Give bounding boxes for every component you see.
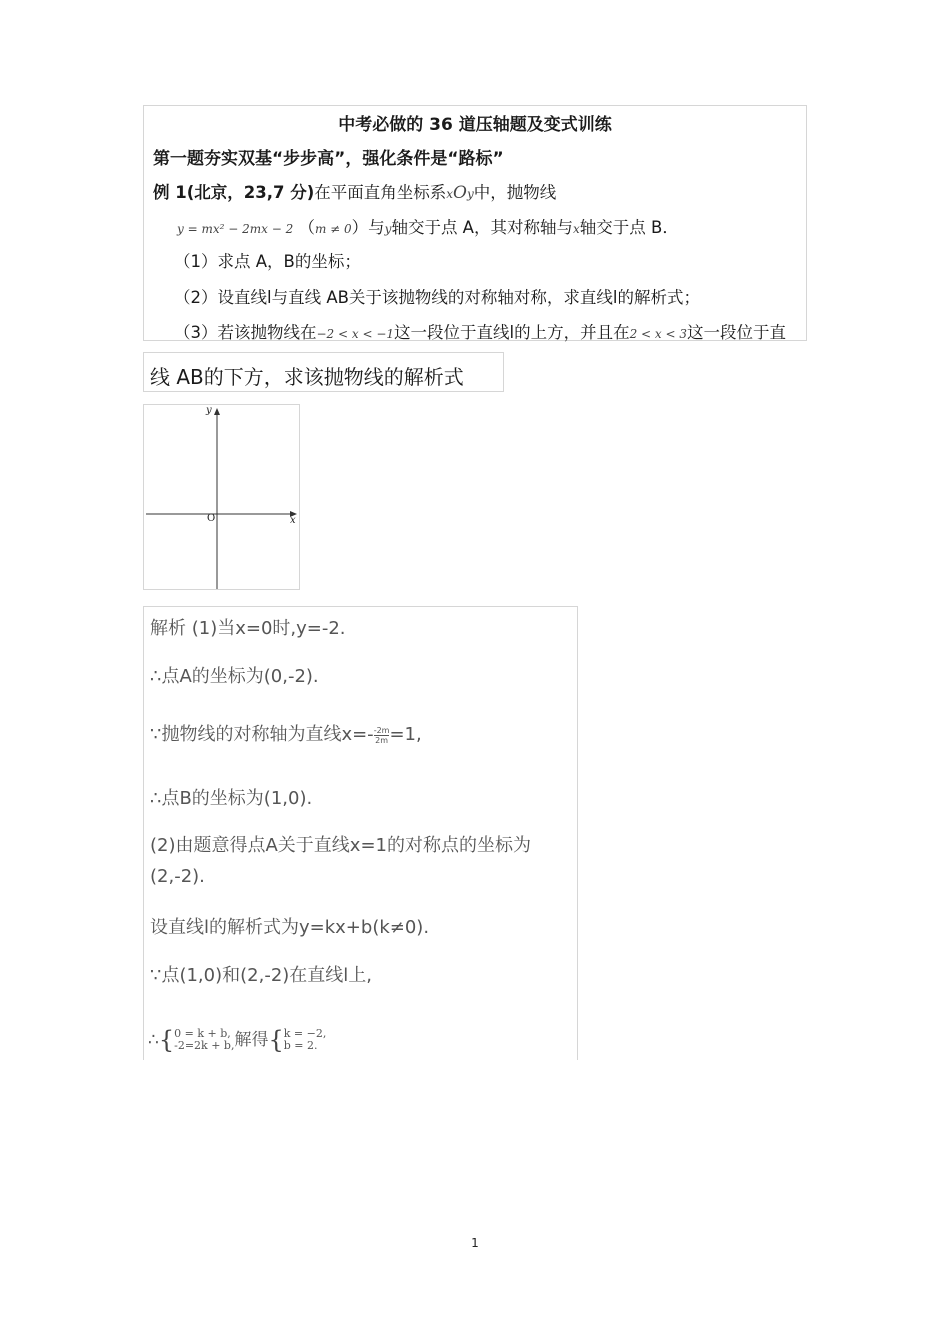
solve-text: 解得 (234, 1030, 269, 1050)
solution-line-8: ∵点(1,0)和(2,-2)在直线l上, (150, 965, 373, 986)
origin-label: O (207, 513, 216, 524)
coordinate-axes (144, 405, 299, 589)
q3-text-b: 这一段位于直线l的上方，并且在 (394, 323, 630, 342)
section-heading: 第一题夯实双基“步步高”，强化条件是“路标” (153, 149, 504, 169)
example-text-a: 在平面直角坐标系 (314, 183, 447, 202)
equation-system-2 (284, 1028, 327, 1052)
system2-row-2: b = 2. (283, 1039, 318, 1052)
system1-row-1: 0 = k + b, (174, 1027, 231, 1040)
equation-system-1 (174, 1028, 234, 1052)
system1-row-2: -2=2k + b, (174, 1039, 235, 1052)
question-3-continuation: 线 AB的下方，求该抛物线的解析式 (150, 365, 464, 389)
cond-open: （ (298, 218, 315, 237)
solution-line-3 (150, 720, 422, 746)
fraction-denominator: 2m (375, 735, 389, 745)
solution-line-1: 解析 (1)当x=0时,y=-2. (150, 618, 346, 639)
left-brace-1: { (158, 1026, 175, 1054)
example-text-b: 中，抛物线 (473, 183, 557, 202)
solution-line-2: ∴点A的坐标为(0,-2). (150, 666, 319, 687)
question-3 (174, 319, 786, 343)
example-statement (153, 179, 556, 203)
formula-text-end: 轴交于点 B． (579, 218, 679, 237)
axis-x-ref: x (572, 222, 580, 236)
q3-range-2: 2 < x < 3 (629, 327, 688, 341)
parabola-formula: y = mx² − 2mx − 2 (177, 222, 294, 236)
q3-range-1: −2 < x < −1 (316, 327, 395, 341)
sol3-text-b: =1, (389, 724, 422, 745)
left-brace-2: { (268, 1026, 284, 1054)
page-title: 中考必做的 36 道压轴题及变式训练 (338, 115, 612, 135)
solution-line-7: 设直线l的解析式为y=kx+b(k≠0). (150, 917, 430, 938)
solution-box (143, 606, 578, 1060)
fraction-numerator: -2m (373, 725, 390, 735)
question-1: （1）求点 A，B的坐标； (174, 252, 361, 271)
y-axis-label: y (206, 405, 212, 416)
y-axis-arrow (214, 408, 220, 415)
math-o: O (453, 183, 467, 203)
symmetry-fraction (374, 726, 390, 745)
math-x: x (446, 187, 454, 201)
math-y: y (466, 187, 474, 201)
condition: m ≠ 0 (314, 222, 352, 236)
solution-line-5: (2)由题意得点A关于直线x=1的对称点的坐标为 (150, 835, 531, 856)
solution-line-9 (148, 1025, 326, 1054)
formula-text: 轴交于点 A，其对称轴与 (391, 218, 573, 237)
solution-line-4: ∴点B的坐标为(1,0). (150, 788, 313, 809)
axis-y-ref: y (384, 222, 392, 236)
system2-row-1: k = −2, (283, 1027, 327, 1040)
formula-line (177, 214, 679, 238)
continuation-box (143, 352, 504, 392)
cond-close: ）与 (351, 218, 385, 237)
example-label: 例 1(北京，23,7 分) (153, 183, 315, 202)
problem-box (143, 105, 807, 341)
q3-text-a: （3）若该抛物线在 (174, 323, 317, 342)
page-number: 1 (471, 1236, 479, 1250)
question-2: （2）设直线l与直线 AB关于该抛物线的对称轴对称，求直线l的解析式； (174, 288, 701, 307)
therefore-symbol: ∴ (148, 1030, 159, 1050)
solution-line-6: (2,-2). (150, 866, 205, 887)
graph-box (143, 404, 300, 590)
x-axis-label: x (290, 515, 296, 526)
sol3-text-a: ∵抛物线的对称轴为直线x=- (150, 724, 374, 745)
q3-text-c: 这一段位于直 (687, 323, 787, 342)
